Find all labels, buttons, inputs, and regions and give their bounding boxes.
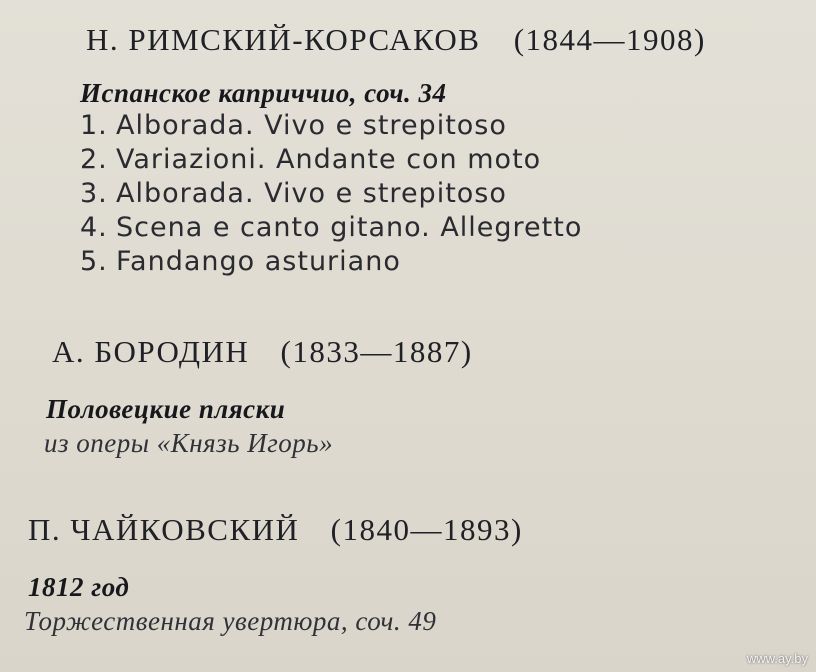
movement-item: [80, 212, 582, 243]
composer-years: (1840—1893): [330, 512, 523, 547]
composer-name: П. ЧАЙКОВСКИЙ: [28, 512, 300, 547]
work-subtitle: Торжественная увертюра, соч. 49: [24, 606, 437, 636]
movement-title: Scena e canto gitano. Allegretto: [116, 212, 583, 243]
movement-title: Fandango asturiano: [116, 246, 401, 277]
composer-years: (1844—1908): [513, 22, 706, 57]
work-title: Половецкие пляски: [46, 394, 286, 424]
composer-name: Н. РИМСКИЙ-КОРСАКОВ: [86, 22, 481, 57]
composer-heading: [86, 22, 706, 58]
movement-item: [80, 144, 541, 175]
composer-heading: [52, 334, 473, 370]
movement-title: Alborada. Vivo e strepitoso: [116, 110, 507, 141]
movement-title: Variazioni. Andante con moto: [116, 144, 542, 175]
movement-item: [80, 246, 401, 277]
movement-title: Alborada. Vivo e strepitoso: [116, 178, 507, 209]
movement-number: 3.: [80, 178, 108, 209]
composer-years: (1833—1887): [280, 334, 473, 369]
watermark: www.ay.by: [746, 651, 808, 666]
composer-heading: [28, 512, 523, 548]
work-subtitle: из оперы «Князь Игорь»: [44, 428, 334, 458]
movement-number: 2.: [80, 144, 108, 175]
movement-number: 5.: [80, 246, 108, 277]
movement-number: 4.: [80, 212, 108, 243]
movement-item: [80, 110, 507, 141]
work-title: 1812 год: [28, 572, 130, 602]
movement-item: [80, 178, 507, 209]
composer-name: А. БОРОДИН: [52, 334, 250, 369]
work-title: Испанское каприччио, соч. 34: [80, 78, 447, 108]
movement-number: 1.: [80, 110, 108, 141]
